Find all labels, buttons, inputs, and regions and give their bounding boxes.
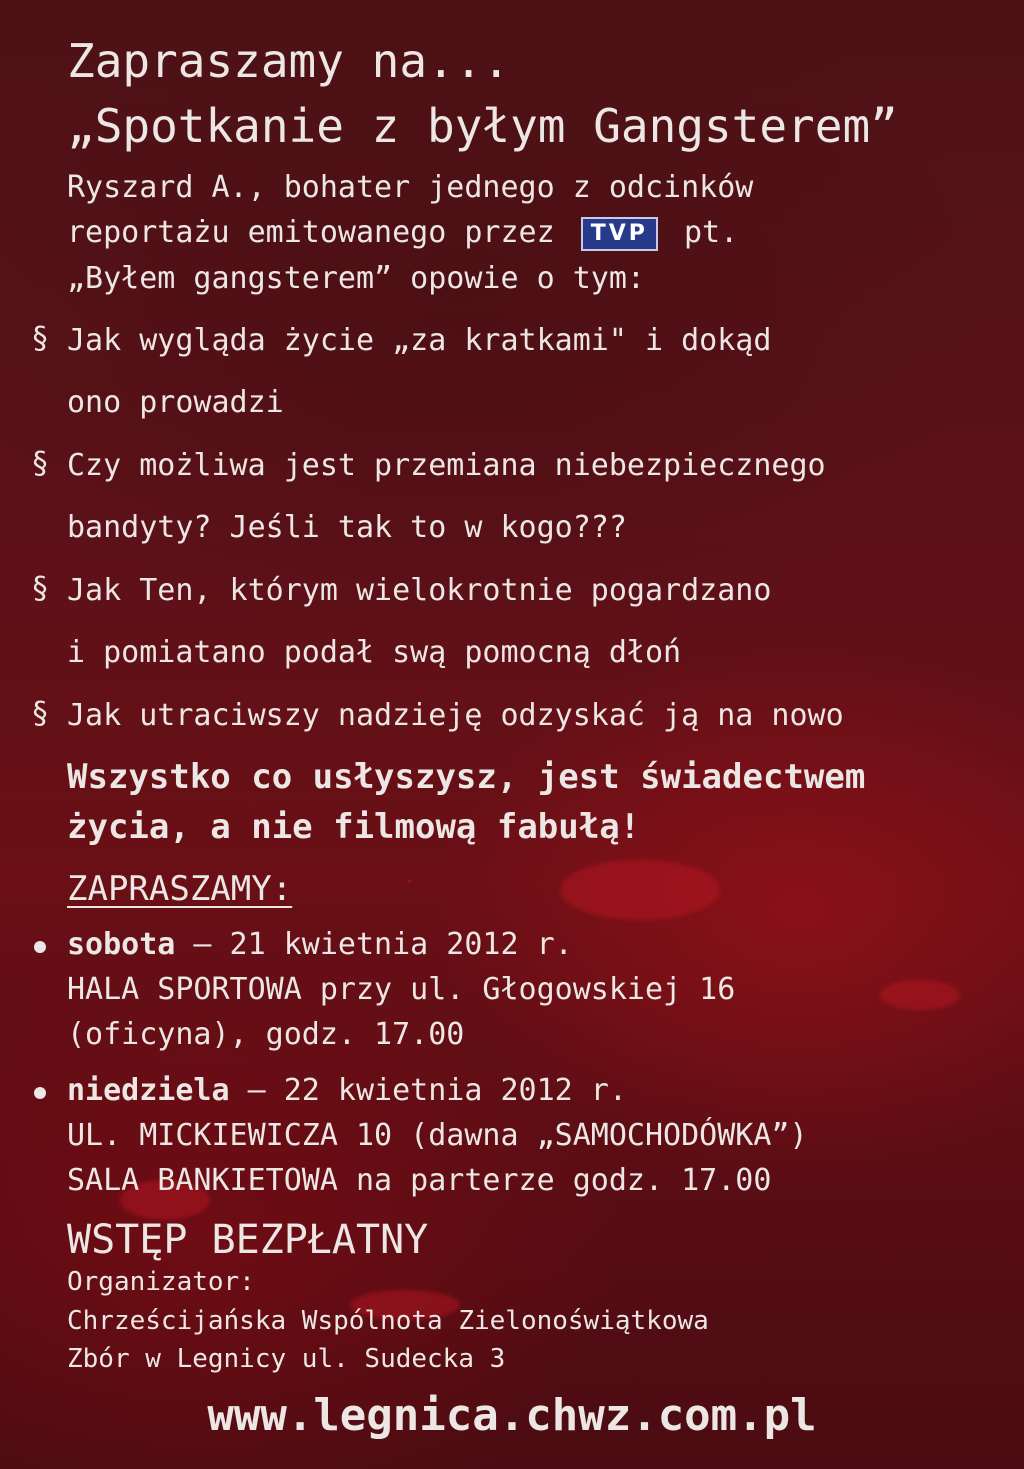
question-2-line-1: Czy możliwa jest przemiana niebezpiecznego xyxy=(67,448,826,483)
testimony-line-1: Wszystko co usłyszysz, jest świadectwem xyxy=(67,757,866,797)
page-title-intro: Zapraszamy na... xyxy=(67,34,511,88)
intro-line-1: Ryszard A., bohater jednego z odcinków xyxy=(67,170,754,205)
event-2-venue: UL. MICKIEWICZA 10 (dawna „SAMOCHODÓWKA”) xyxy=(67,1118,808,1153)
intro-line-3: „Byłem gangsterem” opowie o tym: xyxy=(67,261,645,296)
section-mark: § xyxy=(31,571,50,606)
event-2-date-line xyxy=(67,1068,627,1113)
bullet-dot xyxy=(34,941,46,953)
event-day: niedziela xyxy=(67,1073,230,1108)
intro-text: reportażu emitowanego przez xyxy=(67,215,555,250)
question-1-line-2: ono prowadzi xyxy=(67,385,284,420)
section-mark: § xyxy=(31,696,50,731)
event-1-time: (oficyna), godz. 17.00 xyxy=(67,1017,465,1052)
organizer-address: Zbór w Legnicy ul. Sudecka 3 xyxy=(67,1344,506,1374)
organizer-name: Chrześcijańska Wspólnota Zielonoświątkowa xyxy=(67,1306,709,1336)
event-date: – 21 kwietnia 2012 r. xyxy=(175,927,573,962)
event-day: sobota xyxy=(67,927,176,962)
section-mark: § xyxy=(31,446,50,481)
question-3-line-1: Jak Ten, którym wielokrotnie pogardzano xyxy=(67,573,772,608)
event-1-venue: HALA SPORTOWA przy ul. Głogowskiej 16 xyxy=(67,972,736,1007)
page-title: „Spotkanie z byłym Gangsterem” xyxy=(67,99,898,153)
intro-line-2 xyxy=(67,210,738,255)
tvp-logo: TVP xyxy=(581,217,658,251)
invite-heading: ZAPRASZAMY: xyxy=(67,869,293,909)
question-3-line-2: i pomiatano podał swą pomocną dłoń xyxy=(67,635,682,670)
splatter xyxy=(880,980,960,1010)
bullet-dot xyxy=(34,1087,46,1099)
section-mark: § xyxy=(31,321,50,356)
free-entry: WSTĘP BEZPŁATNY xyxy=(67,1217,429,1263)
splatter xyxy=(560,860,720,920)
event-2-time: SALA BANKIETOWA na parterze godz. 17.00 xyxy=(67,1163,772,1198)
question-1-line-1: Jak wygląda życie „za kratkami" i dokąd xyxy=(67,323,772,358)
event-1-date-line xyxy=(67,922,573,967)
organizer-label: Organizator: xyxy=(67,1267,255,1297)
intro-text-after: pt. xyxy=(683,215,739,250)
question-2-line-2: bandyty? Jeśli tak to w kogo??? xyxy=(67,510,627,545)
testimony-line-2: życia, a nie filmową fabułą! xyxy=(67,807,641,847)
question-4-line-1: Jak utraciwszy nadzieję odzyskać ją na nowo xyxy=(67,698,844,733)
website-link[interactable]: www.legnica.chwz.com.pl xyxy=(207,1390,817,1441)
event-date: – 22 kwietnia 2012 r. xyxy=(229,1073,627,1108)
